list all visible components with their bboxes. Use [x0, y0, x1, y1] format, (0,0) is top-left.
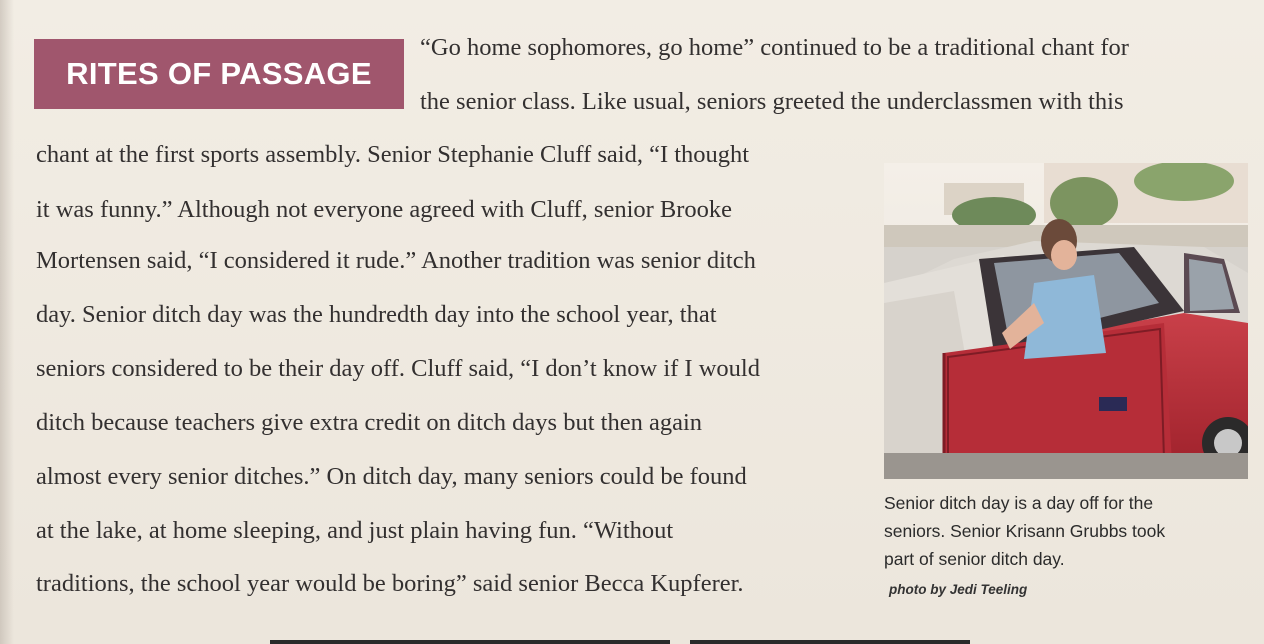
article-line-2: the senior class. Like usual, seniors greeted the underclassmen with this: [420, 88, 1124, 115]
photo-caption-line-1: Senior ditch day is a day off for the: [884, 493, 1154, 513]
section-header: [34, 39, 404, 109]
bottom-rule-left: [270, 640, 670, 644]
article-line-8: ditch because teachers give extra credit on ditch days but then again: [36, 409, 702, 436]
bottom-rule-right: [690, 640, 970, 644]
article-line-5: Mortensen said, “I considered it rude.” Another tradition was senior ditch: [36, 247, 756, 274]
article-line-4: it was funny.” Although not everyone agreed with Cluff, senior Brooke: [36, 196, 733, 223]
article-line-3: chant at the first sports assembly. Senior Stephanie Cluff said, “I thought: [36, 141, 750, 168]
article-line-6: day. Senior ditch day was the hundredth day into the school year, that: [36, 301, 717, 328]
car-photo-illustration: [884, 163, 1248, 479]
photo-caption-line-2: seniors. Senior Krisann Grubbs took: [884, 521, 1166, 541]
ditch-day-photo: [884, 163, 1248, 479]
article-line-10: at the lake, at home sleeping, and just plain having fun. “Without: [36, 517, 674, 544]
page-edge-shadow: [0, 0, 14, 644]
article-line-9: almost every senior ditches.” On ditch day, many seniors could be found: [36, 463, 747, 490]
photo-caption-line-3: part of senior ditch day.: [884, 549, 1065, 569]
photo-credit: photo by Jedi Teeling: [889, 582, 1028, 597]
article-line-11: traditions, the school year would be boring” said senior Becca Kupferer.: [36, 570, 744, 597]
section-title: RITES OF PASSAGE: [66, 56, 372, 91]
article-line-7: seniors considered to be their day off. Cluff said, “I don’t know if I would: [36, 355, 760, 382]
article-line-1: “Go home sophomores, go home” continued to be a traditional chant for: [420, 34, 1129, 61]
